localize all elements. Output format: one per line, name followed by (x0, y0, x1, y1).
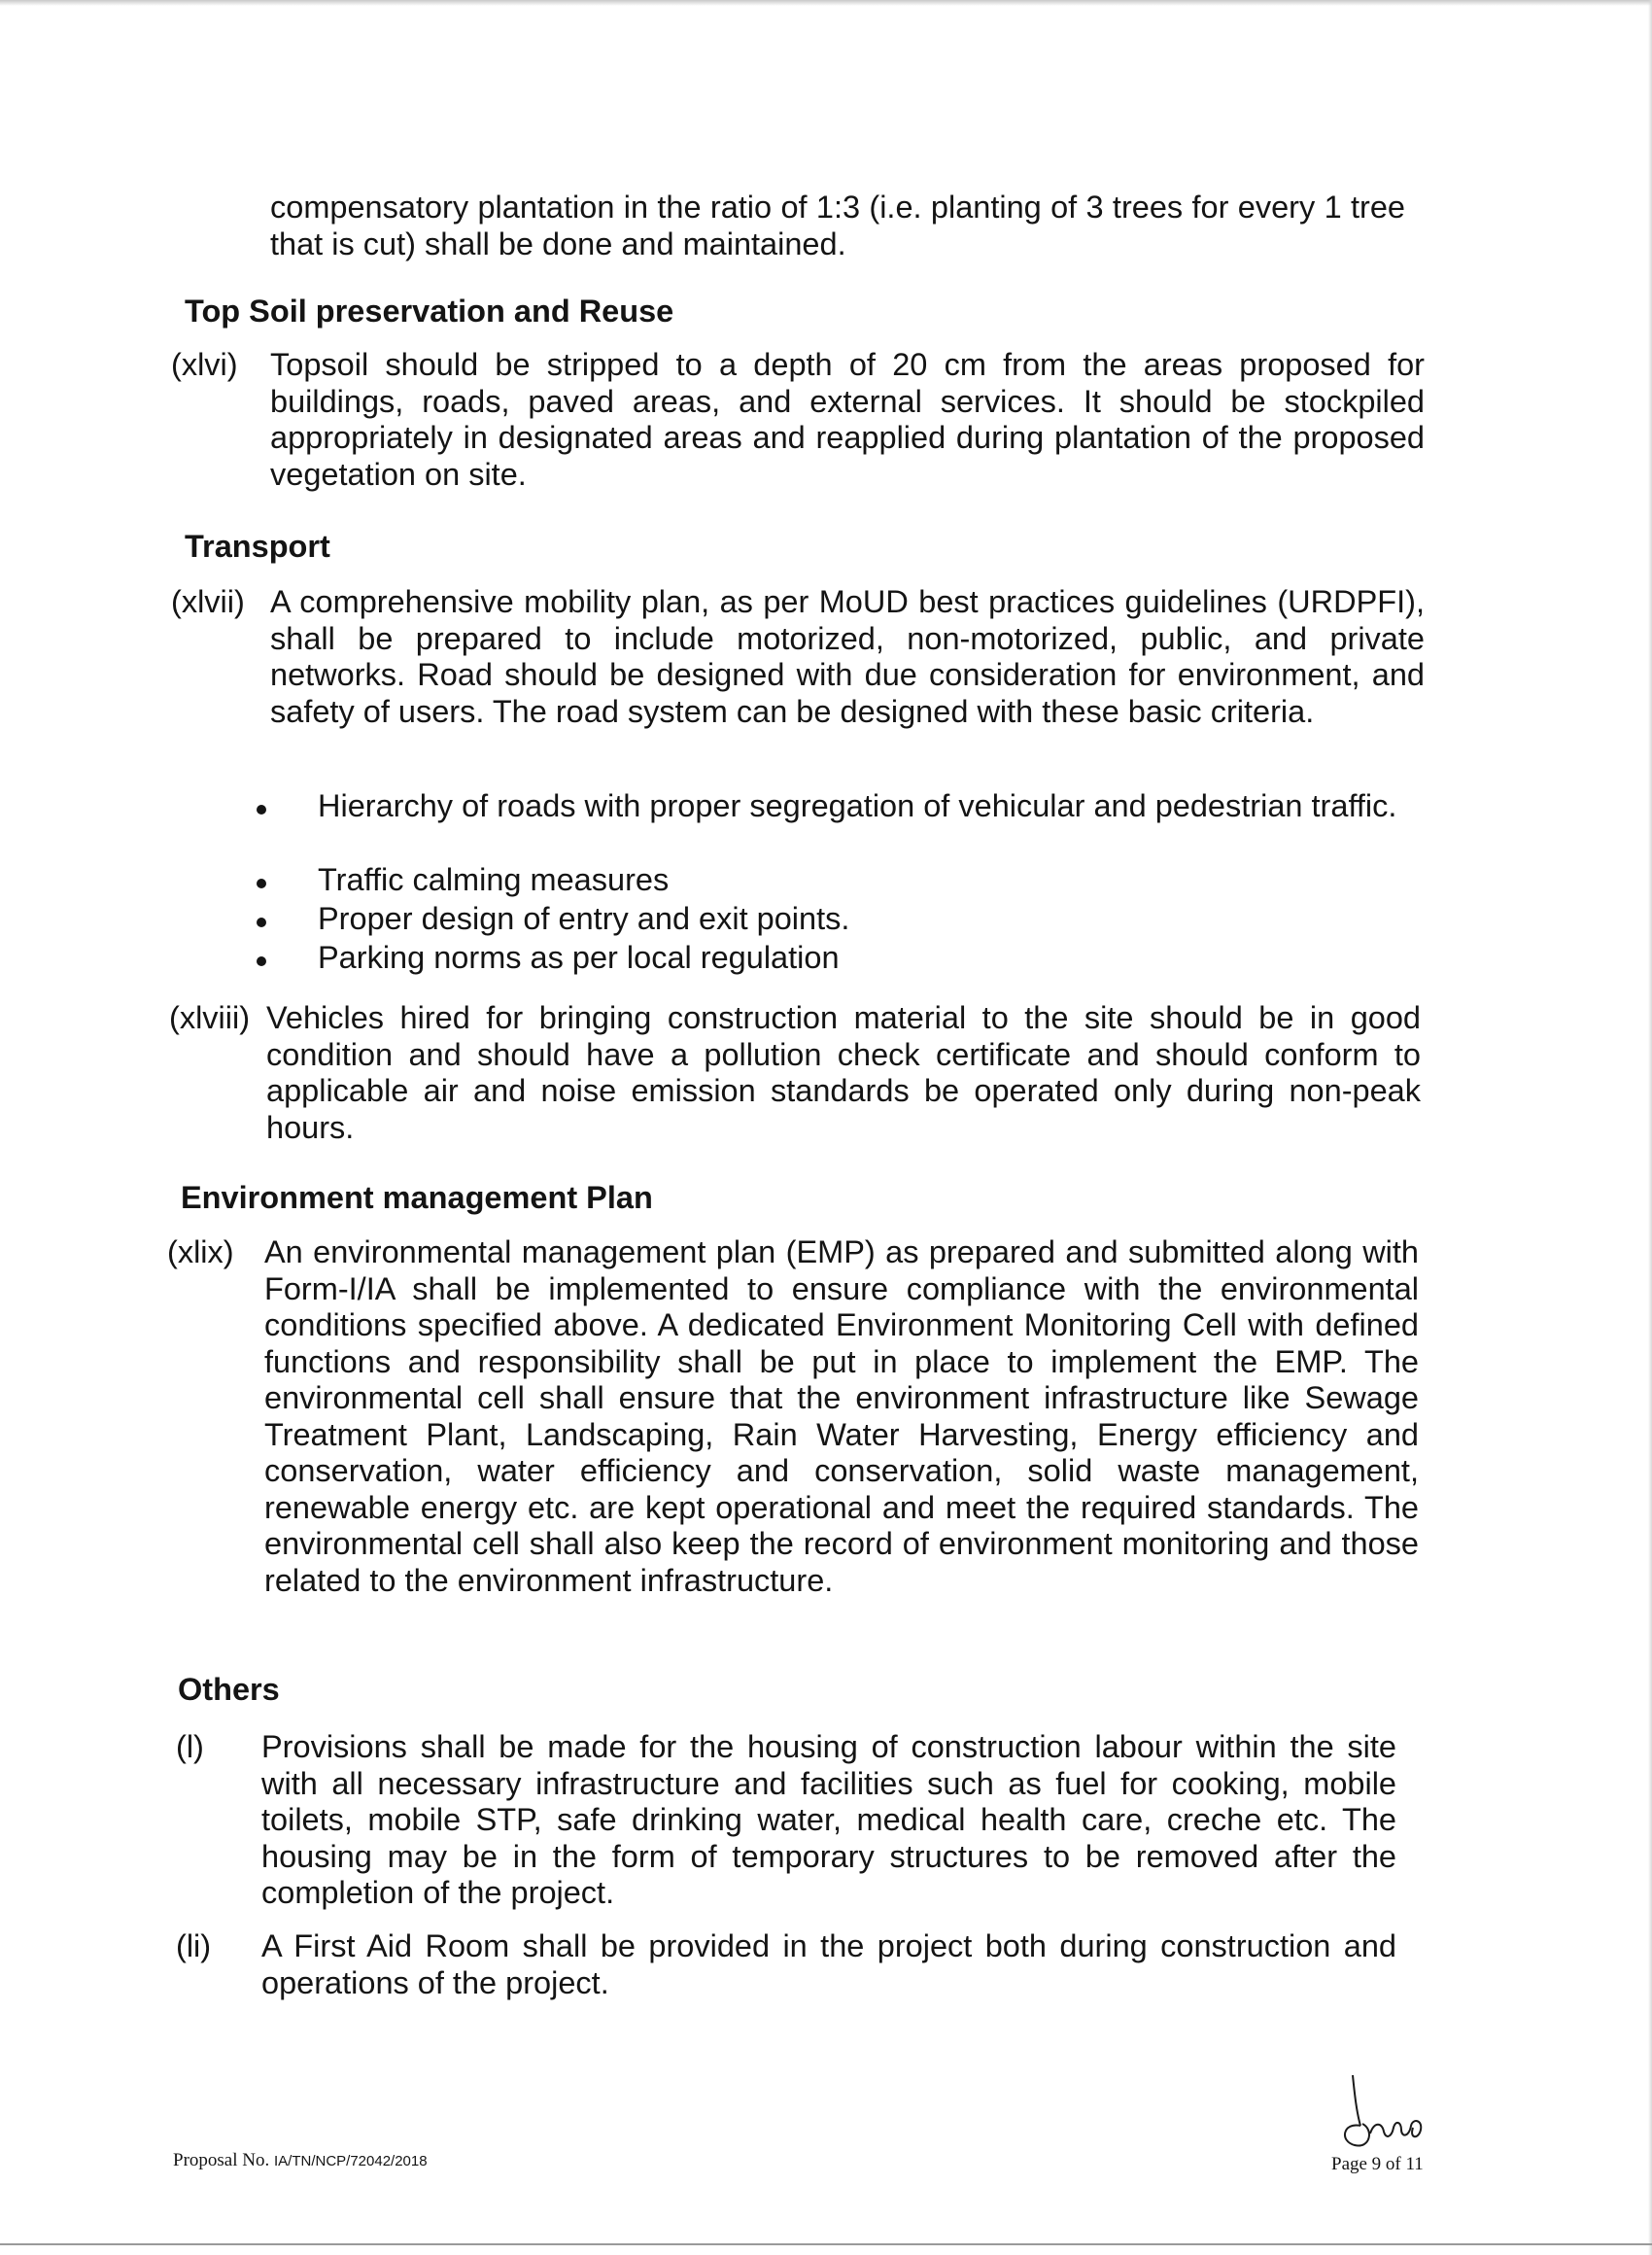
section-heading-others: Others (178, 1672, 280, 1707)
item-number-l: (l) (176, 1729, 204, 1764)
scan-right-edge (1648, 0, 1652, 2255)
item-text-xlviii: Vehicles hired for bringing construction material to the site should be in good condition and should have a pollution check certificate and should conform to applicable air and noise emission standards be operated only during non-peak hours. (266, 1000, 1421, 1145)
intro-paragraph: compensatory plantation in the ratio of 1:3 (i.e. planting of 3 trees for every 1 tree that is cut) shall be done and maintained. (270, 190, 1405, 261)
scan-top-edge (0, 0, 1652, 6)
section-heading-transport: Transport (185, 529, 330, 564)
item-text-xlvi: Topsoil should be stripped to a depth of 20 cm from the areas proposed for buildings, roads, paved areas, and external services. It should be stockpiled appropriately in designated areas and reapplied during plantation of the proposed vegetation on site. (270, 347, 1425, 492)
proposal-label: Proposal No. (173, 2150, 270, 2170)
section-heading-topsoil: Top Soil preservation and Reuse (185, 294, 674, 329)
item-text-li: A First Aid Room shall be provided in the project both during construction and operations of the project. (261, 1928, 1396, 2000)
proposal-number (173, 2150, 428, 2171)
signature-icon (1331, 2065, 1438, 2153)
bottom-rule (0, 2243, 1652, 2245)
item-number-xlviii: (xlviii) (169, 1000, 251, 1035)
bullet-item: Proper design of entry and exit points. (318, 901, 850, 936)
item-text-xlvii: A comprehensive mobility plan, as per MoUD best practices guidelines (URDPFI), shall be prepared to include motorized, non-motorized, public, and private networks. Road should be designed with due consideration for environment, and safety of users. The road system can be designed with these basic criteria. (270, 584, 1425, 729)
bullet-item: Parking norms as per local regulation (318, 940, 840, 975)
item-text-l: Provisions shall be made for the housing of construction labour within the site with all necessary infrastructure and facilities such as fuel for cooking, mobile toilets, mobile STP, safe drinking water, medical health care, creche etc. The housing may be in the form of temporary structures to be removed after the completion of the project. (261, 1729, 1396, 1910)
bullet-dot (257, 918, 266, 927)
item-number-xlvi: (xlvi) (171, 347, 238, 382)
bullet-dot (257, 879, 266, 888)
section-heading-emp: Environment management Plan (181, 1180, 653, 1215)
item-text-xlix: An environmental management plan (EMP) as prepared and submitted along with Form-I/IA shall be implemented to ensure compliance with the environmental conditions specified above. A dedicated Environment Monitoring Cell with defined functions and responsibility shall be put in place to implement the EMP. The environmental cell shall ensure that the environment infrastructure like Sewage Treatment Plant, Landscaping, Rain Water Harvesting, Energy efficiency and conservation, water efficiency and conservation, solid waste management, renewable energy etc. are kept operational and meet the required standards. The environmental cell shall also keep the record of environment monitoring and those related to the environment infrastructure. (264, 1234, 1419, 1598)
item-number-li: (li) (176, 1928, 212, 1963)
proposal-code: IA/TN/NCP/72042/2018 (273, 2153, 428, 2169)
bullet-item: Traffic calming measures (318, 862, 670, 897)
item-number-xlvii: (xlvii) (171, 584, 245, 619)
page-number: Page 9 of 11 (1331, 2154, 1424, 2174)
bullet-item: Hierarchy of roads with proper segregation of vehicular and pedestrian traffic. (318, 788, 1397, 823)
bullet-dot (257, 956, 266, 966)
bullet-dot (257, 805, 266, 815)
item-number-xlix: (xlix) (167, 1234, 234, 1269)
